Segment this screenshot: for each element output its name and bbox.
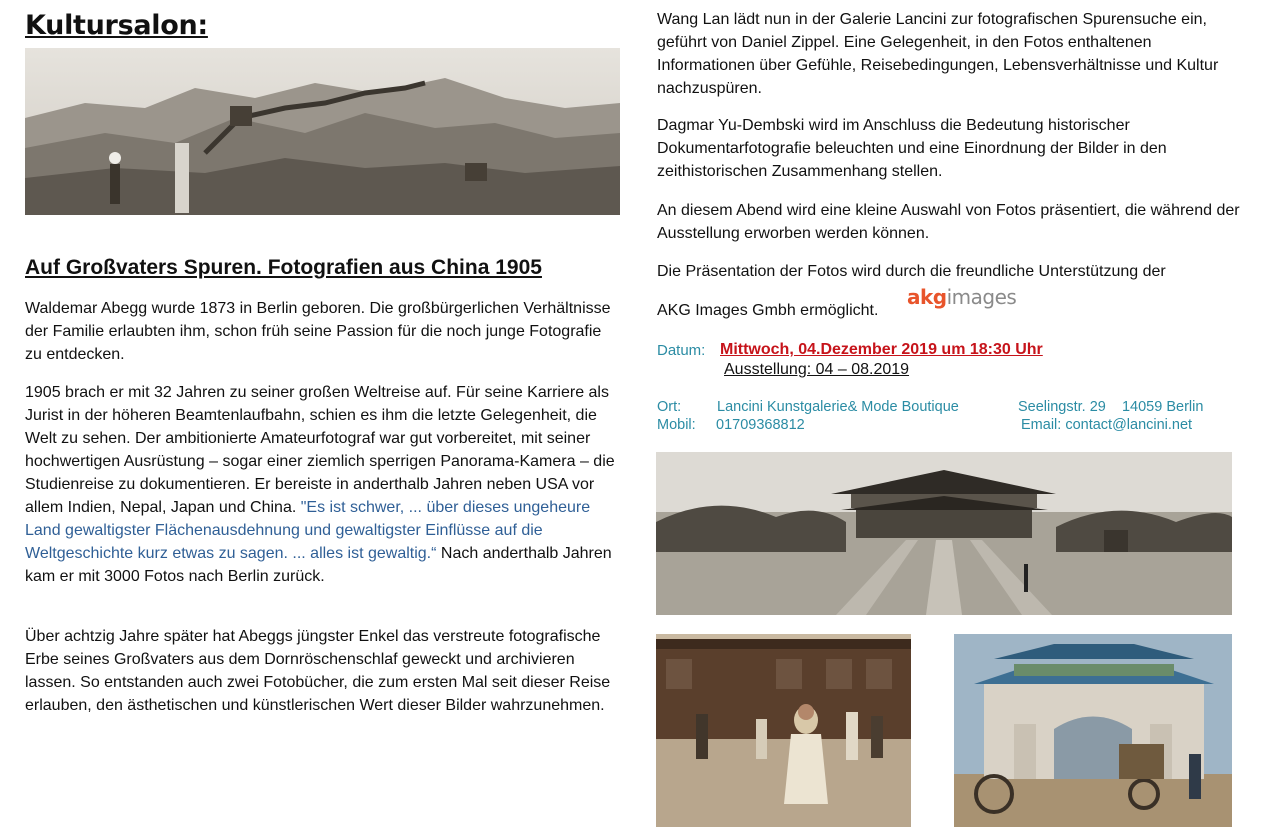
train-station-photo xyxy=(656,634,911,827)
datum-label: Datum: xyxy=(657,342,706,359)
gate-street-photo-icon xyxy=(954,634,1232,827)
paragraph-gallery: Wang Lan lädt nun in der Galerie Lancini zur fotografischen Spurensuche ein, geführt von Daniel Zippel. Eine Gelegenheit, in den Fotos enthaltenen Informationen über Gefühle, Reisebedingungen, Lebensverhältnisse und Kultur nachzuspüren. xyxy=(657,11,1219,97)
ort-value: Lancini Kunstgalerie& Mode Boutique xyxy=(717,399,959,415)
abegg-quote: "Es ist schwer, ... über dieses ungeheure Land gewaltigster Flächenausdehnung und gewaltigster Einflüsse auf die Weltgeschichte kurz etwas zu sagen. ... alles ist gewaltig.“ xyxy=(25,499,591,562)
logo-images: images xyxy=(946,285,1017,309)
paragraph-legacy: Über achtzig Jahre später hat Abeggs jüngster Enkel das verstreute fotografische Erbe seines Großvaters aus dem Dornröschenschlaf geweckt und archivieren lassen. So entstanden auch zwei Fotobücher, die zum ersten Mal seit dieser Reise erlauben, den ästhetischen und künstlerischen Wert dieser Bilder wahrzunehmen. xyxy=(25,628,611,714)
ort-label: Ort: xyxy=(657,399,682,415)
paragraph-support: Die Präsentation der Fotos wird durch die freundliche Unterstützung der xyxy=(657,263,1166,280)
mobil-value: 01709368812 xyxy=(716,417,805,433)
temple-panorama-icon xyxy=(656,452,1232,615)
paragraph-journey-text: 1905 brach er mit 32 Jahren zu seiner großen Weltreise auf. Für seine Karriere als Jurist in der höheren Beamtenlaufbahn, schien es ihm die letzte Gelegenheit, die Welt zu sehen. Der ambitionierte Amateurfotograf war gut vorbereitet, mit seiner hochwertigen Ausrüstung – sogar einer ziemlich sperrigen Panorama-Kamera – die Studienreise zu dokumentieren. Er bereiste in anderthalb Jahren neben USA vor allem Indien, Nepal, Japan und China. xyxy=(25,384,615,516)
address: Seelingstr. 29 14059 Berlin xyxy=(1018,399,1204,415)
gate-street-photo xyxy=(954,634,1232,827)
article-heading: Auf Großvaters Spuren. Fotografien aus China 1905 xyxy=(25,256,542,279)
great-wall-panorama-icon xyxy=(25,48,620,215)
email-contact[interactable]: Email: contact@lancini.net xyxy=(1021,417,1193,433)
akg-images-logo xyxy=(907,285,1016,309)
paragraph-selection: An diesem Abend wird eine kleine Auswahl von Fotos präsentiert, die während der Ausstellung erworben werden können. xyxy=(657,202,1240,242)
paragraph-intro: Waldemar Abegg wurde 1873 in Berlin geboren. Die großbürgerlichen Verhältnisse der Familie erlaubten ihm, schon früh seine Passion für die noch junge Fotografie zu entdecken. xyxy=(25,300,611,363)
train-station-photo-icon xyxy=(656,634,911,827)
exhibition-period: Ausstellung: 04 – 08.2019 xyxy=(724,361,910,378)
paragraph-journey xyxy=(25,381,615,588)
great-wall-photo xyxy=(25,48,620,215)
page-title: Kultursalon: xyxy=(25,10,208,41)
logo-akg: akg xyxy=(907,285,947,309)
paragraph-speaker: Dagmar Yu-Dembski wird im Anschluss die Bedeutung historischer Dokumentarfotografie beleuchten und eine Einordnung der Bilder in den zeithistorischen Zusammenhang stellen. xyxy=(657,117,1167,180)
mobil-label: Mobil: xyxy=(657,417,696,433)
temple-photo xyxy=(656,452,1232,615)
paragraph-journey-end: Nach anderthalb Jahren kam er mit 3000 Fotos nach Berlin zurück. xyxy=(25,545,612,585)
datum-value: Mittwoch, 04.Dezember 2019 um 18:30 Uhr xyxy=(720,341,1043,358)
paragraph-support-end: AKG Images Gmbh ermöglicht. xyxy=(657,302,879,319)
